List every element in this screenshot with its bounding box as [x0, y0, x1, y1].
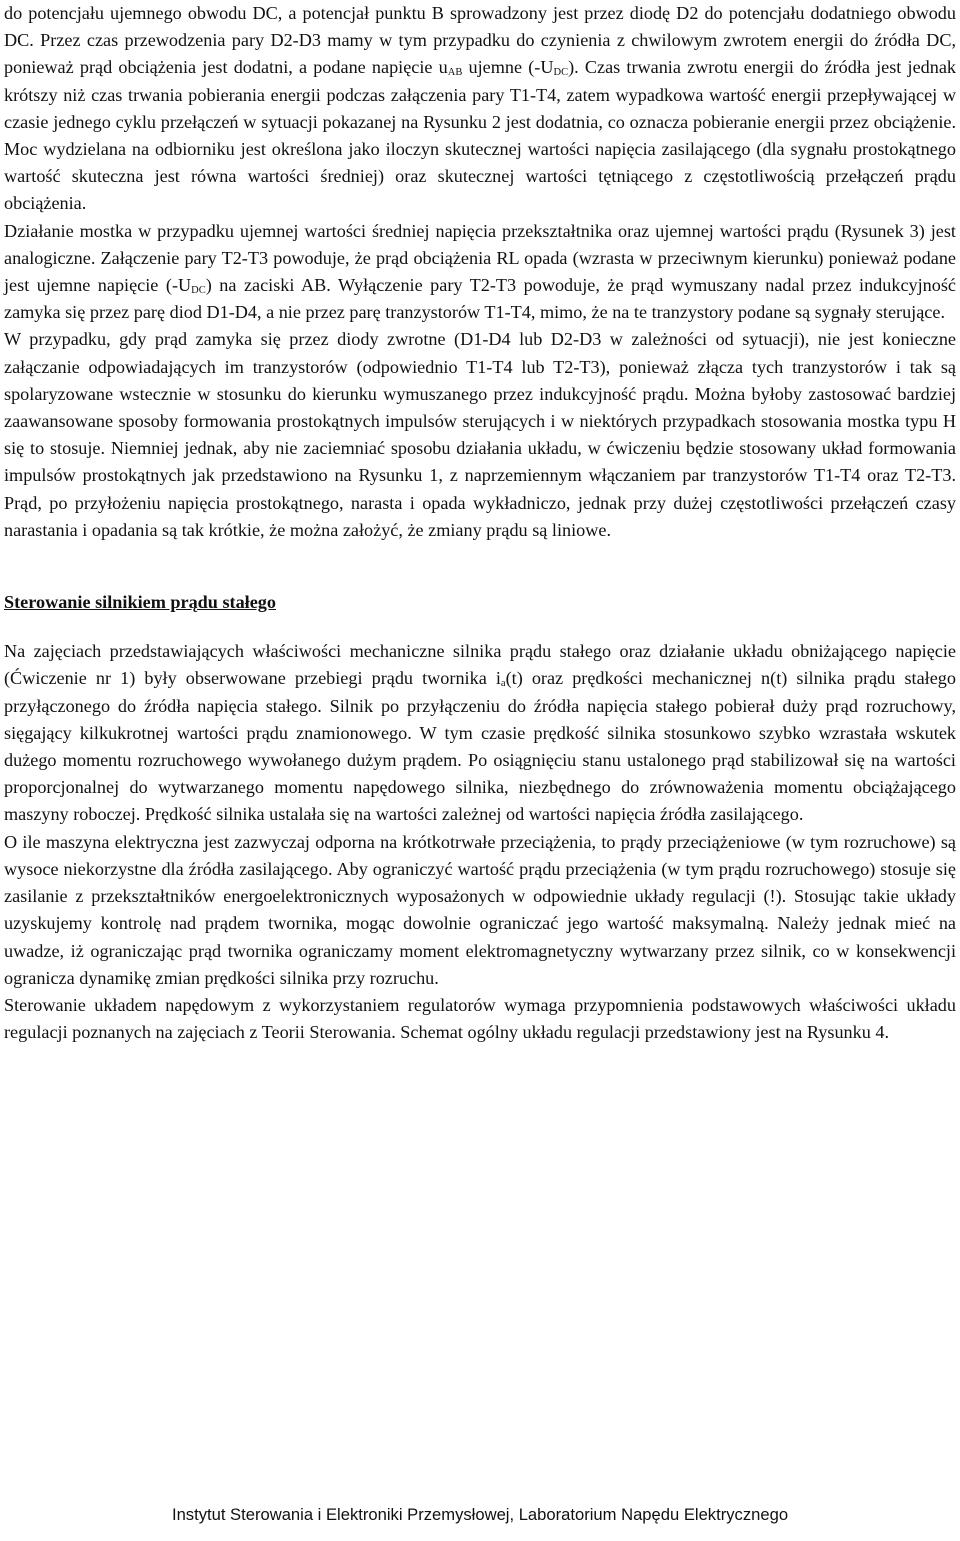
paragraph-dc-motor-start-part-b: (t) oraz prędkości mechanicznej n(t) silnika prądu stałego przyłączonego do źródła napięcia stałego. Silnik po przyłączeniu do źródła napięcia stałego pobierał duży prąd rozruchowy, sięgający kilkukrotnej wartości prądu znamionowego. W tym czasie prędkość silnika stosunkowo szybko wzrastała wskutek dużego momentu rozruchowego wywołanego dużym prądem. Po osiągnięciu stanu ustalonego prąd stabilizował się na wartości proporcjonalnej do wytwarzanego momentu napędowego silnika, niezbędnego do zrównoważenia momentu obciążającego maszyny roboczej. Prędkość silnika ustalała się na wartości zależnej od wartości napięcia źródła zasilającego. [4, 668, 956, 825]
subscript-dc: DC [191, 285, 206, 297]
document-page [4, 0, 956, 1046]
paragraph-freewheel-diodes: W przypadku, gdy prąd zamyka się przez diody zwrotne (D1-D4 lub D2-D3 w zależności od sytuacji), nie jest konieczne załączanie odpowiadających im tranzystorów (odpowiednio T1-T4 lub T2-T3), ponieważ złącza tych tranzystorów i tak są spolaryzowane wstecznie w stosunku do kierunku wymuszanego przez indukcyjność prądu. Można byłoby zastosować bardziej zaawansowane sposoby formowania prostokątnych impulsów sterujących i w niektórych przypadkach stosowania mostka typu H się to stosuje. Niemniej jednak, aby nie zaciemniać sposobu działania układu, w ćwiczeniu będzie stosowany układ formowania impulsów prostokątnych jak przedstawiono na Rysunku 1, z naprzemiennym włączaniem par tranzystorów T1-T4 oraz T2-T3. Prąd, po przyłożeniu napięcia prostokątnego, narasta i opada wykładniczo, jednak przy dużej częstotliwości przełączeń czasy narastania i opadania są tak krótkie, że można założyć, że zmiany prądu są liniowe. [4, 329, 956, 540]
paragraph-bridge-energy-part-c: ). Czas trwania zwrotu energii do źródła jest jednak krótszy niż czas trwania pobierania energii podczas załączenia pary T1-T4, zatem wypadkowa wartość energii przepływającej w czasie jednego cyklu przełączeń w sytuacji pokazanej na Rysunku 2 jest dodatnia, co oznacza pobieranie energii przez obciążenie. Moc wydzielana na odbiorniku jest określona jako iloczyn skutecznej wartości napięcia zasilającego (dla sygnału prostokątnego wartość skuteczna jest równa wartości średniej) oraz skutecznej wartości tętniącego z częstotliwością przełączeń prądu obciążenia. [4, 57, 957, 214]
paragraph-negative-mode [4, 218, 956, 327]
section-heading: Sterowanie silnikiem prądu stałego [4, 592, 276, 613]
paragraph-overload-current: O ile maszyna elektryczna jest zazwyczaj odporna na krótkotrwałe przeciążenia, to prądy przeciążeniowe (w tym rozruchowe) są wysoce niekorzystne dla źródła zasilającego. Aby ograniczyć wartość prądu przeciążenia (w tym prądu rozruchowego) stosuje się zasilanie z przekształtników energoelektronicznych wyposażonych w odpowiednie układy regulacji (!). Stosując takie układy uzyskujemy kontrolę nad prądem twornika, mogąc dowolnie ograniczać jego wartość maksymalną. Należy jednak mieć na uwadze, iż ograniczając prąd twornika ograniczamy moment elektromagnetyczny wytwarzany przez silnik, co w konsekwencji ogranicza dynamikę zmian prędkości silnika przy rozruchu. [4, 831, 956, 988]
paragraph-dc-motor-start-part-a: Na zajęciach przedstawiających właściwości mechaniczne silnika prądu stałego oraz działanie układu obniżającego napięcie (Ćwiczenie nr 1) były obserwowane przebiegi prądu twornika i [4, 641, 956, 689]
paragraph-dc-motor-start [4, 638, 956, 828]
paragraph-negative-mode-part-b: ) na zaciski AB. Wyłączenie pary T2-T3 powoduje, że prąd wymuszany nadal przez indukcyjność zamyka się przez parę diod D1-D4, a nie przez parę tranzystorów T1-T4, mimo, że na te tranzystory podane są sygnały sterujące. [4, 275, 957, 323]
section-spacer [4, 544, 956, 589]
page-footer: Instytut Sterowania i Elektroniki Przemysłowej, Laboratorium Napędu Elektrycznego [171, 1505, 789, 1524]
paragraph-negative-mode-part-a: Działanie mostka w przypadku ujemnej wartości średniej napięcia przekształtnika oraz ujemnej wartości prądu (Rysunek 3) jest analogiczne. Załączenie pary T2-T3 powoduje, że prąd obciążenia RL opada (wzrasta w przeciwnym kierunku) ponieważ podane jest ujemne napięcie (-U [4, 220, 956, 296]
paragraph-bridge-energy [4, 0, 956, 218]
paragraph-bridge-energy-part-b: ujemne (-U [462, 57, 554, 78]
paragraph-control-regulators: Sterowanie układem napędowym z wykorzystaniem regulatorów wymaga przypomnienia podstawowych właściwości układu regulacji poznanych na zajęciach z Teorii Sterowania. Schemat ogólny układu regulacji przedstawiony jest na Rysunku 4. [4, 994, 956, 1043]
heading-spacer [4, 616, 956, 638]
subscript-ab: AB [447, 67, 463, 79]
subscript-dc: DC [553, 67, 569, 79]
subscript-a: a [500, 678, 506, 690]
paragraph-bridge-energy-part-a: do potencjału ujemnego obwodu DC, a potencjał punktu B sprowadzony jest przez diodę D2 do potencjału dodatniego obwodu DC. Przez czas przewodzenia pary D2-D3 mamy w tym przypadku do czynienia z chwilowym zwrotem energii do źródła DC, ponieważ prąd obciążenia jest dodatni, a podane napięcie u [4, 3, 956, 78]
